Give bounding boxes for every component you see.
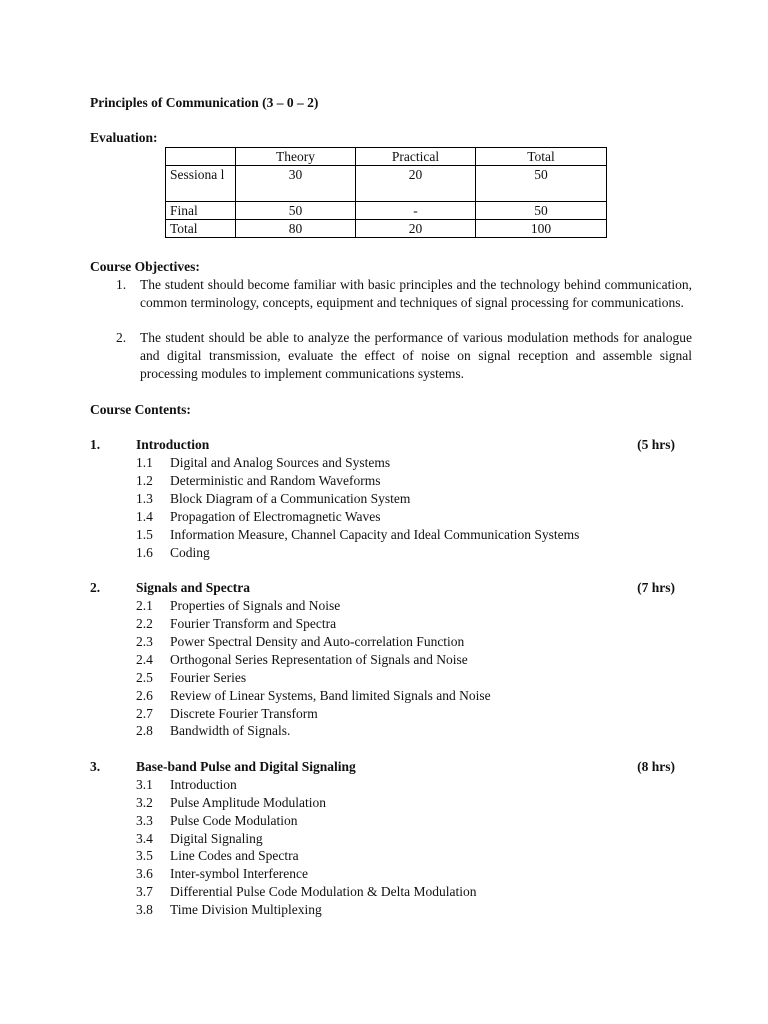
subsection-title: Properties of Signals and Noise (170, 598, 341, 613)
table-cell: 50 (476, 202, 607, 220)
subsection-number: 1.5 (136, 527, 153, 542)
table-row (166, 166, 607, 202)
subsection-title: Block Diagram of a Communication System (170, 491, 411, 506)
section-number: 2. (90, 580, 101, 595)
subsection-number: 2.3 (136, 634, 153, 649)
subsection-number: 2.2 (136, 616, 153, 631)
subsection-title: Digital Signaling (170, 831, 263, 846)
subsection-title: Pulse Amplitude Modulation (170, 795, 327, 810)
subsection-number: 3.8 (136, 902, 153, 917)
table-cell: Final (166, 202, 236, 220)
subsection-number: 3.1 (136, 777, 153, 792)
table-cell: Total (166, 220, 236, 238)
table-cell: 30 (236, 166, 356, 202)
table-cell: 20 (356, 220, 476, 238)
evaluation-heading: Evaluation: (90, 130, 158, 145)
subsection-number: 2.6 (136, 688, 153, 703)
objectives-heading: Course Objectives: (90, 259, 200, 274)
table-header-cell: Total (476, 148, 607, 166)
section-title: Introduction (136, 437, 210, 452)
subsection-number: 3.4 (136, 831, 153, 846)
subsection-title: Fourier Transform and Spectra (170, 616, 337, 631)
subsection-title: Line Codes and Spectra (170, 848, 299, 863)
subsection-title: Power Spectral Density and Auto-correlation Function (170, 634, 465, 649)
section-number: 3. (90, 759, 101, 774)
section-number: 1. (90, 437, 101, 452)
subsection-title: Information Measure, Channel Capacity and Ideal Communication Systems (170, 527, 580, 542)
table-header-row (166, 148, 607, 166)
table-cell: Sessiona l (166, 166, 236, 202)
subsection-number: 3.5 (136, 848, 153, 863)
subsection-title: Orthogonal Series Representation of Signals and Noise (170, 652, 468, 667)
subsection-title: Deterministic and Random Waveforms (170, 473, 381, 488)
document-title: Principles of Communication (3 – 0 – 2) (90, 95, 319, 110)
list-item-number: 2. (116, 330, 127, 345)
subsection-number: 2.8 (136, 723, 153, 738)
evaluation-table (165, 147, 607, 238)
table-header-cell: Practical (356, 148, 476, 166)
table-cell: 100 (476, 220, 607, 238)
subsection-number: 1.6 (136, 545, 153, 560)
subsection-title: Digital and Analog Sources and Systems (170, 455, 391, 470)
subsection-number: 3.2 (136, 795, 153, 810)
table-cell: 80 (236, 220, 356, 238)
list-item (116, 329, 692, 383)
table-row (166, 202, 607, 220)
subsection-title: Coding (170, 545, 210, 560)
section-hours: (8 hrs) (637, 759, 675, 774)
section-hours: (5 hrs) (637, 437, 675, 452)
table-row (166, 220, 607, 238)
subsection-title: Discrete Fourier Transform (170, 706, 318, 721)
subsection-number: 1.2 (136, 473, 153, 488)
subsection-title: Pulse Code Modulation (170, 813, 298, 828)
subsection-number: 2.4 (136, 652, 153, 667)
table-cell: - (356, 202, 476, 220)
section-title: Base-band Pulse and Digital Signaling (136, 759, 356, 774)
table-header-cell: Theory (236, 148, 356, 166)
subsection-title: Fourier Series (170, 670, 247, 685)
list-item-text: The student should be able to analyze the performance of various modulation methods for analogue and digital transmission, evaluate the effect of noise on signal reception and assemble signal processing modules to implement communications systems. (140, 330, 692, 381)
subsection-title: Bandwidth of Signals. (170, 723, 291, 738)
contents-heading: Course Contents: (90, 402, 191, 417)
subsection-title: Inter-symbol Interference (170, 866, 309, 881)
subsection-number: 1.3 (136, 491, 153, 506)
table-header-cell (166, 148, 236, 166)
table-cell: 20 (356, 166, 476, 202)
section-hours: (7 hrs) (637, 580, 675, 595)
subsection-title: Propagation of Electromagnetic Waves (170, 509, 381, 524)
subsection-number: 3.7 (136, 884, 153, 899)
subsection-number: 2.7 (136, 706, 153, 721)
list-item-text: The student should become familiar with basic principles and the technology behind communication, common terminology, concepts, equipment and techniques of signal processing for communications. (140, 277, 692, 310)
subsection-number: 3.3 (136, 813, 153, 828)
subsection-number: 1.4 (136, 509, 153, 524)
subsection-number: 3.6 (136, 866, 153, 881)
subsection-title: Review of Linear Systems, Band limited Signals and Noise (170, 688, 491, 703)
list-item-number: 1. (116, 277, 127, 292)
subsection-title: Introduction (170, 777, 237, 792)
subsection-number: 2.5 (136, 670, 153, 685)
subsection-number: 2.1 (136, 598, 153, 613)
table-cell: 50 (236, 202, 356, 220)
subsection-number: 1.1 (136, 455, 153, 470)
list-item (116, 276, 692, 330)
subsection-title: Differential Pulse Code Modulation & Delta Modulation (170, 884, 477, 899)
section-title: Signals and Spectra (136, 580, 251, 595)
table-cell: 50 (476, 166, 607, 202)
subsection-title: Time Division Multiplexing (170, 902, 322, 917)
